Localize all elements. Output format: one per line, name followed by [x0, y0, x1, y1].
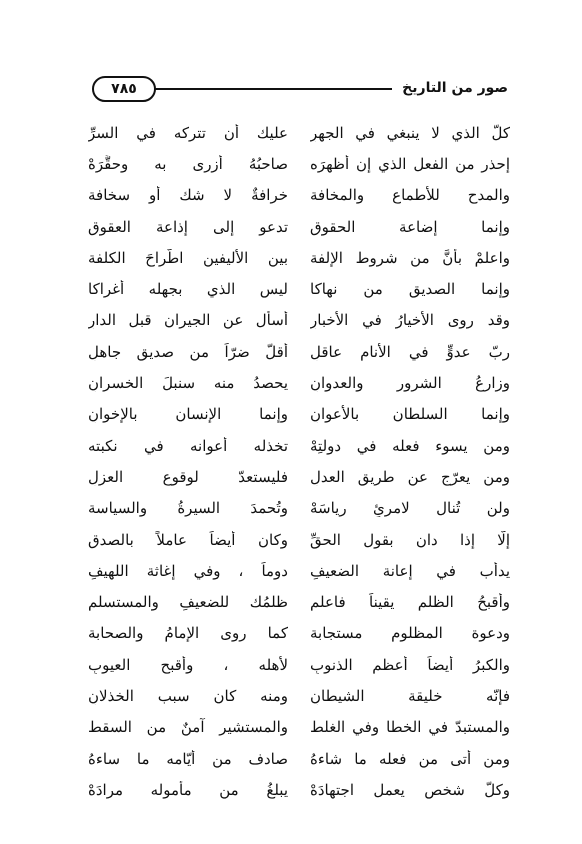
- verse-first-hemistich: وإنما الصديق من نهاكا: [310, 280, 510, 299]
- verse-line: [88, 336, 510, 367]
- verse-line: [88, 680, 510, 711]
- verse-first-hemistich: والمستبدّ في الخطا وفي الغلط: [310, 718, 510, 737]
- verse-second-hemistich: ومنه كان سبب الخذلانِ: [88, 686, 288, 705]
- verse-first-hemistich: فإنّه خليقة الشيطانِ: [310, 686, 510, 705]
- verse-second-hemistich: فليستعدّ لوقوع العزلِ: [88, 467, 288, 486]
- verse-line: [88, 180, 510, 211]
- verse-line: [88, 555, 510, 586]
- verse-first-hemistich: وإنما السلطان بالأعوانِ: [310, 405, 510, 424]
- poem-body: [88, 117, 510, 806]
- verse-second-hemistich: ظلمُك للضعيفِ والمستسلم: [88, 593, 288, 612]
- verse-first-hemistich: وقد روى الأخيارُ في الأخبارِ: [310, 311, 510, 330]
- verse-line: [88, 367, 510, 398]
- verse-line: [88, 211, 510, 242]
- verse-second-hemistich: وتُحمدَ السيرةُ والسياسة: [88, 499, 288, 518]
- verse-second-hemistich: يحصدُ منه سنبلَ الخسرانِ: [88, 374, 288, 393]
- verse-second-hemistich: كما روى الإمامُ والصحابة: [88, 624, 288, 643]
- verse-second-hemistich: بين الأليفين اطّراحَ الكلفة: [88, 248, 288, 267]
- verse-first-hemistich: وكلّ شخصٍ يعمل اجتهادَهْ: [310, 780, 510, 799]
- verse-line: [88, 273, 510, 304]
- verse-first-hemistich: ومن يعرّج عن طريق العدلِ: [310, 467, 510, 486]
- verse-first-hemistich: وإنما إضاعة الحقوقِ: [310, 217, 510, 236]
- verse-second-hemistich: عليك أن تتركه في السرِّ: [88, 123, 288, 142]
- verse-second-hemistich: يبلغُ من مأموله مرادَهْ: [88, 780, 288, 799]
- verse-line: [88, 743, 510, 774]
- verse-first-hemistich: ولن تُنال لامرئٍ رياسَهْ: [310, 499, 510, 518]
- verse-second-hemistich: ليس الذي بجهله أغراكا: [88, 280, 288, 299]
- verse-second-hemistich: لأهله ، وأقبح العيوبِ: [88, 655, 288, 674]
- verse-first-hemistich: كلُّ الذي لا ينبغي في الجهرِ: [310, 123, 510, 142]
- verse-first-hemistich: إحذر من الفعل الذي إن أظهرَه: [310, 154, 510, 173]
- verse-line: [88, 774, 510, 805]
- verse-second-hemistich: دوماً ، وفي إغاثة اللهيفِ: [88, 561, 288, 580]
- verse-line: [88, 148, 510, 179]
- verse-first-hemistich: يدأب في إعانة الضعيفِ: [310, 561, 510, 580]
- verse-second-hemistich: وكان أيضاً عاملاً بالصدقِ: [88, 530, 288, 549]
- verse-line: [88, 430, 510, 461]
- verse-line: [88, 649, 510, 680]
- verse-first-hemistich: ودعوة المظلوم مستجابة: [310, 624, 510, 643]
- verse-line: [88, 524, 510, 555]
- verse-second-hemistich: تخذله أعوانه في نكبته: [88, 436, 288, 455]
- verse-first-hemistich: واعلمْ بأنَّ من شروط الإلفة: [310, 248, 510, 267]
- verse-line: [88, 305, 510, 336]
- verse-second-hemistich: أقلّ ضرّاً من صديقٍ جاهلِ: [88, 342, 288, 361]
- running-title: صور من التاريخ: [392, 75, 512, 101]
- page-header: [92, 75, 512, 103]
- verse-first-hemistich: إلّا إذا دان بقول الحقِّ: [310, 530, 510, 549]
- page-number: ٧٨٥: [92, 76, 156, 102]
- verse-second-hemistich: وإنما الإنسان بالإخوانِ: [88, 405, 288, 424]
- verse-line: [88, 117, 510, 148]
- verse-line: [88, 586, 510, 617]
- verse-first-hemistich: ومن أتى من فعله ما شاءهُ: [310, 749, 510, 768]
- verse-first-hemistich: وزارعُ الشرور والعدوانِ: [310, 374, 510, 393]
- verse-first-hemistich: والمدح للأطماع والمخافة: [310, 186, 510, 205]
- verse-line: [88, 242, 510, 273]
- verse-line: [88, 712, 510, 743]
- verse-second-hemistich: أسأل عن الجيران قبل الدارِ: [88, 311, 288, 330]
- verse-line: [88, 399, 510, 430]
- verse-second-hemistich: والمستشير آمنٌ من السقط: [88, 718, 288, 737]
- verse-line: [88, 618, 510, 649]
- verse-second-hemistich: تدعو إلى إذاعة العقوقِ: [88, 217, 288, 236]
- verse-second-hemistich: خرافةٌ لا شك أو سخافة: [88, 186, 288, 205]
- verse-line: [88, 493, 510, 524]
- verse-second-hemistich: صادف من أيّامه ما ساءهُ: [88, 749, 288, 768]
- verse-line: [88, 461, 510, 492]
- verse-first-hemistich: وأقبحُ الظلم يقيناً فاعلم: [310, 593, 510, 612]
- verse-first-hemistich: والكبرُ أيضاً أعظم الذنوبِ: [310, 655, 510, 674]
- verse-first-hemistich: ربّ عدوٍّ في الأنام عاقلِ: [310, 342, 510, 361]
- verse-first-hemistich: ومن يسوء فعله في دولتِهْ: [310, 436, 510, 455]
- verse-second-hemistich: صاحبُهُ أزرى به وحقَّرَهْ: [88, 154, 288, 173]
